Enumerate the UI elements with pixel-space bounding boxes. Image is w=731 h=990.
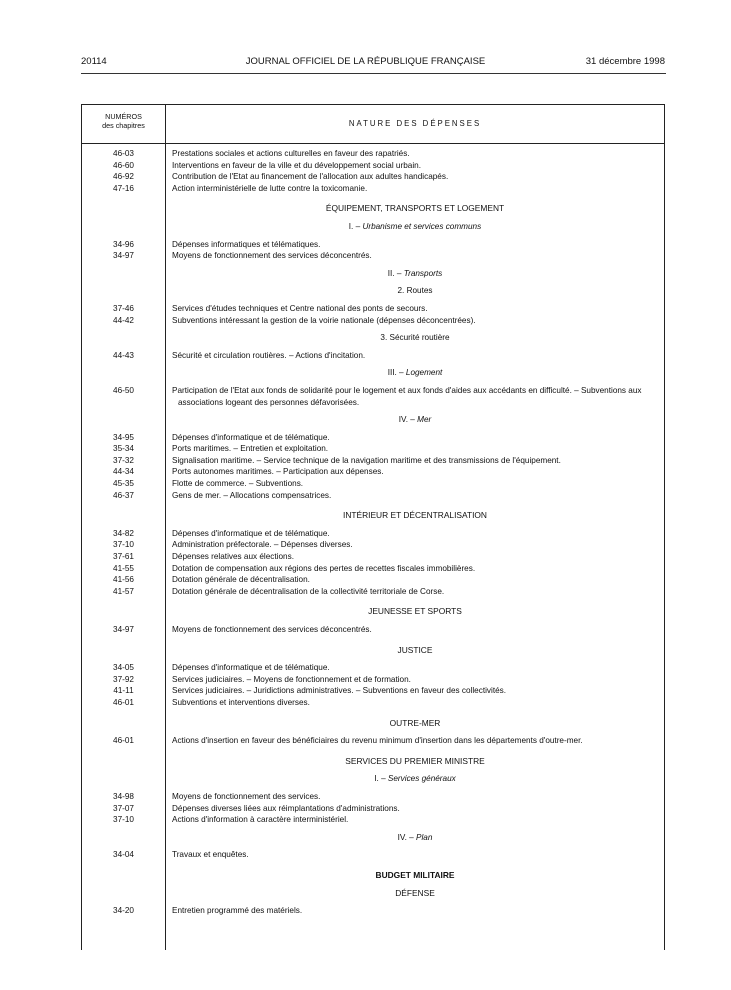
- table-row: [82, 574, 664, 586]
- table-row: [82, 250, 664, 262]
- page-number: 20114: [81, 56, 107, 67]
- header-divider: [82, 143, 664, 144]
- chapter-number: 37-10: [113, 540, 134, 550]
- table-row: [82, 183, 664, 195]
- column-header-numeros-line2: des chapitres: [102, 120, 145, 130]
- subsection-title: Mer: [417, 415, 432, 425]
- expense-description: Moyens de fonctionnement des services déconcentrés.: [172, 251, 372, 261]
- expense-description: Dotation générale de décentralisation.: [172, 575, 310, 585]
- chapter-number: 41-56: [113, 575, 134, 585]
- expense-description: Dépenses d'informatique et de télématique.: [172, 432, 330, 442]
- chapter-number: 34-97: [113, 625, 134, 634]
- issue-date: 31 décembre 1998: [585, 56, 665, 67]
- subsection-prefix: IV. –: [397, 832, 416, 842]
- subsection-heading: [166, 268, 664, 280]
- spacer: [82, 597, 664, 606]
- table-row: [82, 528, 664, 540]
- expense-description: Gens de mer. – Allocations compensatrices.: [172, 490, 332, 500]
- subsubsection-heading: 3. Sécurité routière: [380, 333, 450, 343]
- table-row: [82, 674, 664, 686]
- section-heading: JEUNESSE ET SPORTS: [368, 606, 462, 617]
- table-row: [82, 814, 664, 826]
- section-heading: OUTRE-MER: [389, 717, 441, 728]
- expense-description: Subventions intéressant la gestion de la voirie nationale (dépenses déconcentrées).: [172, 315, 476, 325]
- subsection-prefix: IV. –: [398, 415, 418, 425]
- expense-description: Dépenses d'informatique et de télématique.: [172, 528, 330, 538]
- expense-description: Action interministérielle de lutte contre la toxicomanie.: [172, 183, 368, 193]
- section-heading-bold: BUDGET MILITAIRE: [375, 869, 455, 880]
- chapter-number: 37-07: [113, 803, 134, 813]
- expense-description: Sécurité et circulation routières. – Actions d'incitation.: [172, 350, 366, 360]
- chapter-number: 37-61: [113, 552, 134, 562]
- subsection-heading: [166, 414, 664, 426]
- expense-description: Subventions et interventions diverses.: [172, 697, 310, 707]
- table-row: [82, 350, 664, 362]
- subsection-title: Services généraux: [387, 774, 456, 784]
- chapter-number: 41-57: [113, 586, 134, 596]
- table-row: [82, 490, 664, 502]
- chapter-number: 44-43: [113, 350, 134, 360]
- expense-description: Participation de l'Etat aux fonds de solidarité pour le logement et aux fonds d'aides aux accédants en difficulté. – Subventions aux associations logeant des personnes défavorisées.: [172, 385, 642, 407]
- chapter-number: 34-82: [113, 528, 134, 538]
- table-row: [82, 432, 664, 444]
- subsection-prefix: III. –: [387, 368, 406, 378]
- expense-description: Dotation générale de décentralisation de la collectivité territoriale de Corse.: [172, 586, 445, 596]
- subsection-heading: [166, 832, 664, 844]
- column-header-nature: NATURE DES DÉPENSES: [348, 119, 482, 128]
- chapter-number: 34-05: [113, 663, 134, 673]
- subsubsection-heading: 2. Routes: [397, 286, 433, 296]
- chapter-number: 41-55: [113, 563, 134, 573]
- table-row: [82, 303, 664, 315]
- subsection-heading: [166, 367, 664, 379]
- chapter-number: 34-97: [113, 251, 134, 261]
- table-row: [82, 171, 664, 183]
- chapter-number: 34-96: [113, 239, 134, 249]
- subsection-heading: [166, 773, 664, 785]
- spacer: [82, 747, 664, 756]
- chapter-number: 44-34: [113, 467, 134, 477]
- section-heading: DÉFENSE: [395, 887, 435, 898]
- table-row: [82, 443, 664, 455]
- section-heading: ÉQUIPEMENT, TRANSPORTS ET LOGEMENT: [325, 203, 505, 214]
- chapter-number: 46-92: [113, 172, 134, 182]
- expense-description: Flotte de commerce. – Subventions.: [172, 479, 304, 489]
- chapter-number: 37-32: [113, 455, 134, 465]
- section-heading: INTÉRIEUR ET DÉCENTRALISATION: [343, 510, 487, 521]
- table-row: [82, 791, 664, 803]
- chapter-number: 35-34: [113, 444, 134, 454]
- chapter-number: 46-60: [113, 160, 134, 170]
- table-row: [82, 685, 664, 697]
- subsection-prefix: I. –: [374, 774, 388, 784]
- chapter-number: 34-98: [113, 791, 134, 801]
- column-header-numeros-line1: NUMÉROS: [105, 112, 142, 121]
- table-row: [82, 385, 664, 408]
- chapter-number: 45-35: [113, 479, 134, 489]
- chapter-number: 46-01: [113, 697, 134, 707]
- expense-description: Moyens de fonctionnement des services.: [172, 791, 321, 801]
- subsection-prefix: II. –: [387, 268, 404, 278]
- chapter-number: 41-11: [113, 686, 134, 696]
- table-row: [82, 735, 664, 747]
- section-heading: SERVICES DU PREMIER MINISTRE: [345, 755, 485, 766]
- expense-description: Administration préfectorale. – Dépenses diverses.: [172, 540, 353, 550]
- chapter-number: 34-20: [113, 906, 134, 916]
- chapter-number: 46-01: [113, 736, 134, 746]
- table-row: [82, 455, 664, 467]
- chapter-number: 37-10: [113, 815, 134, 825]
- table-row: [82, 466, 664, 478]
- expense-description: Entretien programmé des matériels.: [172, 906, 303, 916]
- subsection-title: Logement: [405, 368, 443, 378]
- expense-description: Ports maritimes. – Entretien et exploitation.: [172, 444, 329, 454]
- journal-title: JOURNAL OFFICIEL DE LA RÉPUBLIQUE FRANÇAISE: [245, 56, 486, 67]
- chapter-number: 37-46: [113, 303, 134, 313]
- table-row: [82, 803, 664, 815]
- chapter-number: 46-03: [113, 149, 134, 158]
- table-row: [82, 315, 664, 327]
- spacer: [82, 709, 664, 718]
- expense-description: Dépenses relatives aux élections.: [172, 552, 294, 562]
- expense-description: Interventions en faveur de la ville et du développement social urbain.: [172, 160, 421, 170]
- subsection-title: Transports: [403, 268, 443, 278]
- expense-description: Services judiciaires. – Juridictions administratives. – Subventions en faveur des collectivités.: [172, 686, 507, 696]
- subsection-title: Plan: [415, 832, 433, 842]
- expense-description: Contribution de l'Etat au financement de l'allocation aux adultes handicapés.: [172, 172, 449, 182]
- expense-description: Signalisation maritime. – Service technique de la navigation maritime et des transmissions de l'équipement.: [172, 455, 561, 465]
- expense-description: Services d'études techniques et Centre national des ponts de secours.: [172, 303, 428, 313]
- table-row: [82, 563, 664, 575]
- spacer: [82, 501, 664, 510]
- chapter-number: 44-42: [113, 315, 134, 325]
- table-row: [82, 586, 664, 598]
- spacer: [82, 194, 664, 203]
- section-heading: JUSTICE: [397, 644, 433, 655]
- subsection-title: Urbanisme et services communs: [362, 221, 482, 231]
- expenses-table: [81, 104, 665, 950]
- table-row: [82, 551, 664, 563]
- column-header-numeros: [82, 113, 165, 130]
- subsection-prefix: I. –: [348, 221, 363, 231]
- expense-description: Dotation de compensation aux régions des pertes de recettes fiscales immobilières.: [172, 563, 476, 573]
- table-body: [82, 148, 664, 917]
- expense-description: Dépenses diverses liées aux réimplantations d'administrations.: [172, 803, 400, 813]
- expense-description: Actions d'insertion en faveur des bénéficiaires du revenu minimum d'insertion dans les départements d'outre-mer.: [172, 736, 583, 746]
- expense-description: Actions d'information à caractère interministériel.: [172, 815, 349, 825]
- expense-description: Prestations sociales et actions culturelles en faveur des rapatriés.: [172, 149, 410, 158]
- table-row: [82, 539, 664, 551]
- table-row: [82, 239, 664, 251]
- expense-description: Travaux et enquêtes.: [172, 850, 249, 860]
- table-row: [82, 478, 664, 490]
- header-rule: [81, 73, 666, 74]
- table-row: [82, 624, 664, 636]
- expense-description: Moyens de fonctionnement des services déconcentrés.: [172, 625, 372, 634]
- chapter-number: 37-92: [113, 674, 134, 684]
- chapter-number: 46-50: [113, 385, 134, 395]
- table-row: [82, 905, 664, 917]
- expense-description: Services judiciaires. – Moyens de fonctionnement et de formation.: [172, 674, 411, 684]
- table-row: [82, 148, 664, 160]
- chapter-number: 34-04: [113, 850, 134, 860]
- table-row: [82, 697, 664, 709]
- table-row: [82, 849, 664, 861]
- chapter-number: 34-95: [113, 432, 134, 442]
- spacer: [82, 861, 664, 870]
- expense-description: Ports autonomes maritimes. – Participation aux dépenses.: [172, 467, 384, 477]
- table-row: [82, 160, 664, 172]
- chapter-number: 47-16: [113, 183, 134, 193]
- table-row: [82, 662, 664, 674]
- subsection-heading: [166, 221, 664, 233]
- expense-description: Dépenses informatiques et télématiques.: [172, 239, 321, 249]
- expense-description: Dépenses d'informatique et de télématique.: [172, 663, 330, 673]
- chapter-number: 46-37: [113, 490, 134, 500]
- spacer: [82, 636, 664, 645]
